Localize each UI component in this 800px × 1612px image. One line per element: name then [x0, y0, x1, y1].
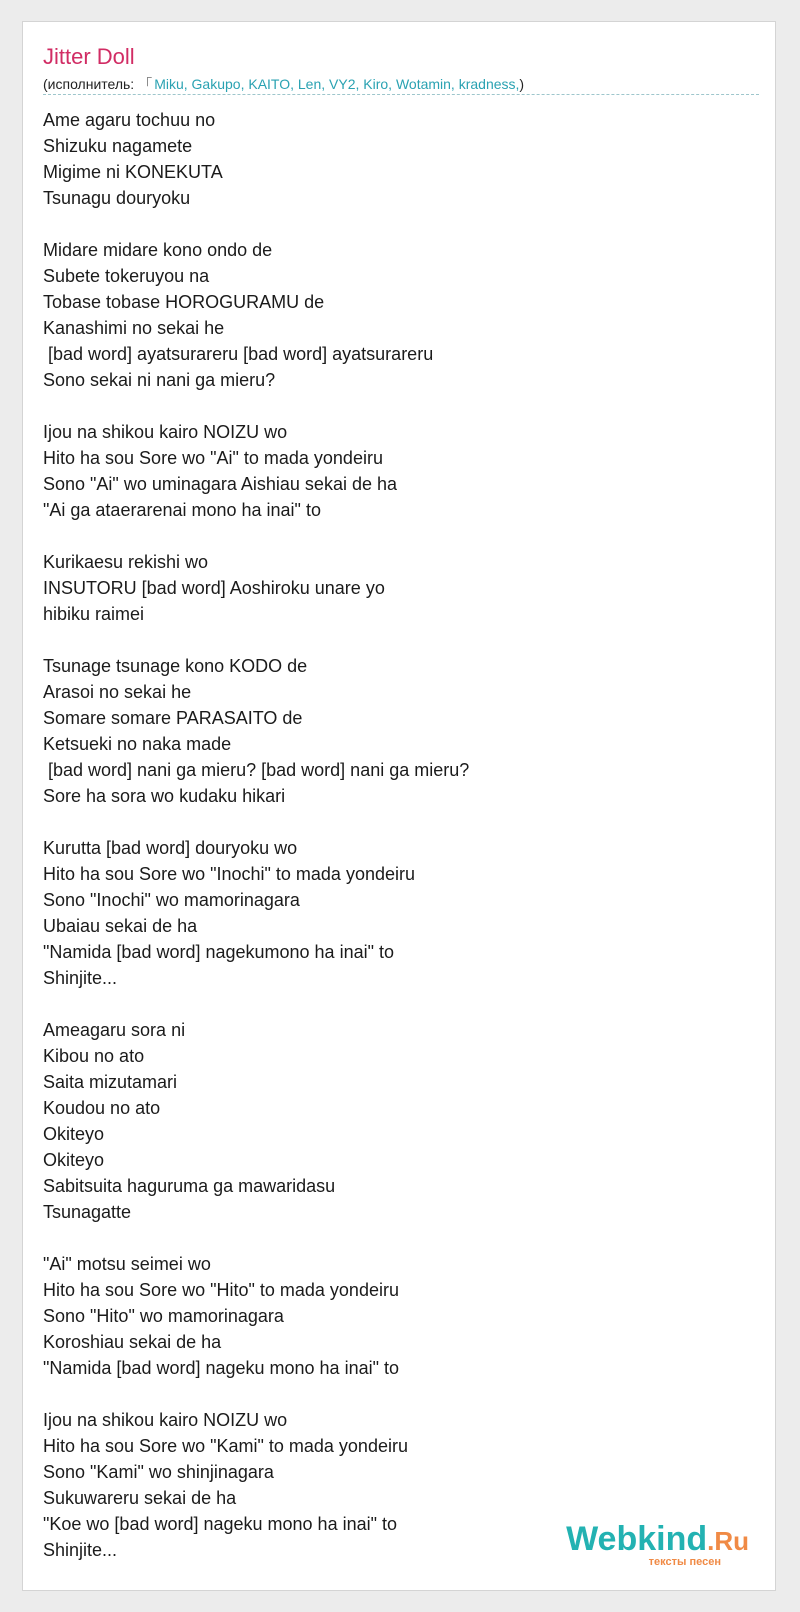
logo-wordmark — [566, 1522, 749, 1558]
lyric-line: Ijou na shikou kairo NOIZU wo — [43, 422, 288, 442]
lyric-line: Kanashimi no sekai he — [43, 318, 225, 338]
lyric-line — [43, 809, 743, 835]
lyric-line: [bad word] ayatsurareru [bad word] ayatsurareru — [43, 344, 434, 364]
lyric-line — [43, 991, 743, 1017]
artist-suffix: ) — [519, 76, 525, 92]
lyric-line: INSUTORU [bad word] Aoshiroku unare yo — [43, 578, 385, 598]
lyric-line: Saita mizutamari — [43, 1072, 178, 1092]
quote-corner-icon: 「 — [138, 76, 153, 92]
lyric-line: Sore ha sora wo kudaku hikari — [43, 786, 286, 806]
artist-link[interactable]: Miku, Gakupo, KAITO, Len, VY2, Kiro, Wotamin, kradness, — [154, 76, 520, 92]
lyric-line: Koudou no ato — [43, 1098, 161, 1118]
logo-tld: .Ru — [707, 1526, 749, 1556]
lyrics-card — [22, 21, 776, 1591]
lyric-line — [43, 523, 743, 549]
header-divider — [43, 94, 759, 95]
lyric-line: Shinjite... — [43, 1540, 118, 1560]
lyric-line: Sono sekai ni nani ga mieru? — [43, 370, 276, 390]
lyric-line: Hito ha sou Sore wo "Inochi" to mada yondeiru — [43, 864, 415, 884]
lyric-line: Tobase tobase HOROGURAMU de — [43, 292, 325, 312]
artist-prefix: (исполнитель: — [43, 76, 135, 92]
lyric-line: Midare midare kono ondo de — [43, 240, 273, 260]
lyric-line: "Ai" motsu seimei wo — [43, 1254, 211, 1274]
lyric-line — [43, 211, 743, 237]
artist-line — [43, 74, 524, 94]
song-title: Jitter Doll — [43, 44, 135, 69]
lyric-line — [43, 393, 743, 419]
lyric-line: Subete tokeruyou na — [43, 266, 210, 286]
lyric-line: Kibou no ato — [43, 1046, 145, 1066]
lyric-line: Sono "Hito" wo mamorinagara — [43, 1306, 284, 1326]
lyric-line: Kurikaesu rekishi wo — [43, 552, 209, 572]
lyric-line: Kurutta [bad word] douryoku wo — [43, 838, 298, 858]
lyric-line: Ketsueki no naka made — [43, 734, 232, 754]
lyric-line: hibiku raimei — [43, 604, 145, 624]
lyric-line: Hito ha sou Sore wo "Hito" to mada yondeiru — [43, 1280, 399, 1300]
lyric-line: Ame agaru tochuu no — [43, 110, 216, 130]
lyric-line: Sono "Ai" wo uminagara Aishiau sekai de ha — [43, 474, 397, 494]
lyric-line: "Namida [bad word] nagekumono ha inai" to — [43, 942, 394, 962]
lyric-line: Okiteyo — [43, 1150, 105, 1170]
lyric-line: Tsunage tsunage kono KODO de — [43, 656, 308, 676]
lyric-line: Ubaiau sekai de ha — [43, 916, 198, 936]
lyric-line: Koroshiau sekai de ha — [43, 1332, 222, 1352]
lyric-line: Shinjite... — [43, 968, 118, 988]
lyric-line: "Namida [bad word] nageku mono ha inai" to — [43, 1358, 399, 1378]
lyric-line: Migime ni KONEKUTA — [43, 162, 223, 182]
lyric-line: Ijou na shikou kairo NOIZU wo — [43, 1410, 288, 1430]
lyric-line: "Koe wo [bad word] nageku mono ha inai" to — [43, 1514, 398, 1534]
lyric-line: Sono "Inochi" wo mamorinagara — [43, 890, 300, 910]
lyric-line: Okiteyo — [43, 1124, 105, 1144]
lyric-line — [43, 627, 743, 653]
lyric-line: Shizuku nagamete — [43, 136, 193, 156]
lyric-line: Ameagaru sora ni — [43, 1020, 186, 1040]
lyric-line — [43, 1225, 743, 1251]
lyric-line: Tsunagatte — [43, 1202, 132, 1222]
lyric-line: Sabitsuita haguruma ga mawaridasu — [43, 1176, 336, 1196]
lyric-line: Hito ha sou Sore wo "Ai" to mada yondeiru — [43, 448, 383, 468]
site-logo[interactable] — [566, 1522, 749, 1568]
lyric-line: [bad word] nani ga mieru? [bad word] nani ga mieru? — [43, 760, 470, 780]
lyric-line: Sukuwareru sekai de ha — [43, 1488, 237, 1508]
lyrics-text — [43, 107, 743, 1563]
lyric-line: Arasoi no sekai he — [43, 682, 192, 702]
logo-name: Webkind — [566, 1520, 708, 1558]
lyric-line: "Ai ga ataerarenai mono ha inai" to — [43, 500, 321, 520]
logo-tagline: тексты песен — [648, 1556, 721, 1568]
lyric-line: Tsunagu douryoku — [43, 188, 191, 208]
lyric-line: Sono "Kami" wo shinjinagara — [43, 1462, 274, 1482]
lyric-line: Somare somare PARASAITO de — [43, 708, 303, 728]
lyric-line — [43, 1381, 743, 1407]
lyric-line: Hito ha sou Sore wo "Kami" to mada yondeiru — [43, 1436, 408, 1456]
